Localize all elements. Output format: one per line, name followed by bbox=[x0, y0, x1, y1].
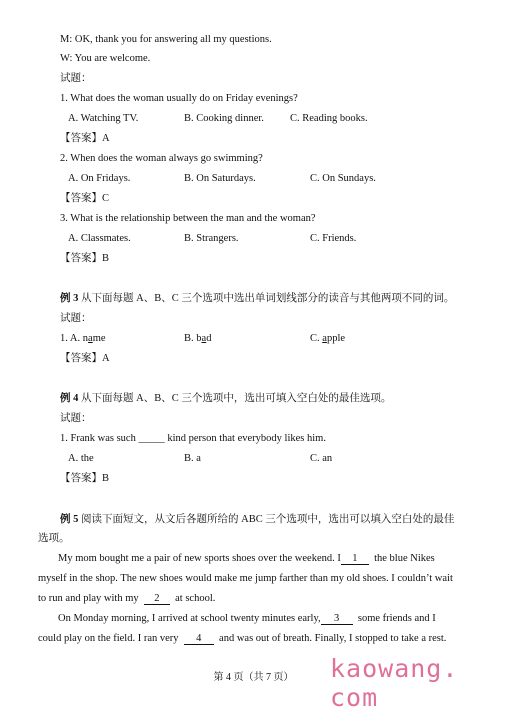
question-3: 3. What is the relationship between the man and the woman? bbox=[60, 213, 316, 224]
passage-line-2: myself in the shop. The new shoes would make me jump farther than my old shoes. I couldn’t wait bbox=[38, 573, 453, 584]
option-c-underlined: a bbox=[322, 333, 327, 344]
site-watermark: kaowang. com bbox=[330, 654, 459, 712]
q3-option-b: B. Strangers. bbox=[184, 233, 239, 244]
example3-answer: 【答案】A bbox=[60, 353, 110, 364]
passage-text: could play on the field. I ran very bbox=[38, 633, 179, 644]
option-c-prefix: C. bbox=[310, 333, 323, 344]
example3-label: 试题： bbox=[60, 313, 92, 324]
example3-q-number: 1. bbox=[60, 333, 68, 344]
example5-instruction: 阅读下面短文，从文后各题所给的 ABC 三个选项中，选出可以填入空白处的最佳 bbox=[81, 514, 455, 525]
option-b-underlined: a bbox=[201, 333, 207, 344]
option-a-suffix: me bbox=[92, 333, 106, 344]
q1-option-c: C. Reading books. bbox=[290, 113, 368, 124]
example4-tag: 例 4 bbox=[60, 393, 79, 404]
q2-option-b: B. On Saturdays. bbox=[184, 173, 256, 184]
blank-2: 2 bbox=[144, 593, 170, 605]
option-c-suffix: pple bbox=[326, 333, 346, 344]
blank-1: 1 bbox=[341, 553, 369, 565]
example3-instruction: 从下面每题 A、B、C 三个选项中选出单词划线部分的读音与其他两项不同的词。 bbox=[81, 293, 455, 304]
example4-option-b: B. a bbox=[184, 453, 201, 464]
example5-tag: 例 5 bbox=[60, 514, 79, 525]
example5-heading bbox=[60, 513, 454, 526]
option-b-suffix: d bbox=[206, 333, 212, 344]
passage-text: On Monday morning, I arrived at school twenty minutes early, bbox=[58, 613, 321, 624]
q1-answer: 【答案】A bbox=[60, 133, 110, 144]
q3-answer: 【答案】B bbox=[60, 253, 110, 264]
passage-text: My mom bought me a pair of new sports shoes over the weekend. I bbox=[58, 553, 341, 564]
example3-option-a bbox=[60, 332, 106, 345]
passage-text: the blue Nikes bbox=[374, 553, 435, 564]
q1-option-a: A. Watching TV. bbox=[68, 113, 139, 124]
question-2: 2. When does the woman always go swimming? bbox=[60, 153, 263, 164]
example3-tag: 例 3 bbox=[60, 293, 79, 304]
example5-instruction-cont: 选项。 bbox=[38, 533, 70, 544]
passage-line-1 bbox=[58, 552, 474, 565]
q3-option-a: A. Classmates. bbox=[68, 233, 131, 244]
blank-4: 4 bbox=[184, 633, 214, 645]
passage-text: some friends and I bbox=[357, 613, 436, 624]
example3-option-b bbox=[184, 332, 211, 345]
example4-answer: 【答案】B bbox=[60, 473, 110, 484]
example3-heading bbox=[60, 292, 454, 305]
example4-option-a: A. the bbox=[68, 453, 94, 464]
q1-option-b: B. Cooking dinner. bbox=[184, 113, 264, 124]
option-a-underlined: a bbox=[88, 333, 93, 344]
q2-option-c: C. On Sundays. bbox=[310, 173, 376, 184]
blank-3: 3 bbox=[321, 613, 353, 625]
dialogue-line-w: W: You are welcome. bbox=[60, 53, 151, 64]
example4-label: 试题： bbox=[60, 413, 92, 424]
question-1: 1. What does the woman usually do on Friday evenings? bbox=[60, 93, 298, 104]
q2-answer: 【答案】C bbox=[60, 193, 110, 204]
example4-question: 1. Frank was such _____ kind person that everybody likes him. bbox=[60, 433, 326, 444]
example4-instruction: 从下面每题 A、B、C 三个选项中，选出可填入空白处的最佳选项。 bbox=[81, 393, 392, 404]
page-footer: 第 4 页（共 7 页） bbox=[213, 672, 294, 683]
example4-option-c: C. an bbox=[310, 453, 333, 464]
q3-option-c: C. Friends. bbox=[310, 233, 357, 244]
passage-line-5 bbox=[38, 632, 454, 645]
dialogue-line-m: M: OK, thank you for answering all my questions. bbox=[60, 34, 272, 45]
option-b-prefix: B. b bbox=[184, 333, 202, 344]
passage-line-4 bbox=[58, 612, 474, 625]
q2-option-a: A. On Fridays. bbox=[68, 173, 131, 184]
passage-text: and was out of breath. Finally, I stopped to take a rest. bbox=[219, 633, 447, 644]
option-a-prefix: A. n bbox=[69, 333, 89, 344]
passage-text: at school. bbox=[175, 593, 216, 604]
example3-option-c bbox=[310, 332, 345, 345]
section-label: 试题： bbox=[60, 73, 92, 84]
passage-line-3 bbox=[38, 592, 454, 605]
passage-text: to run and play with my bbox=[38, 593, 139, 604]
example4-heading bbox=[60, 392, 391, 405]
